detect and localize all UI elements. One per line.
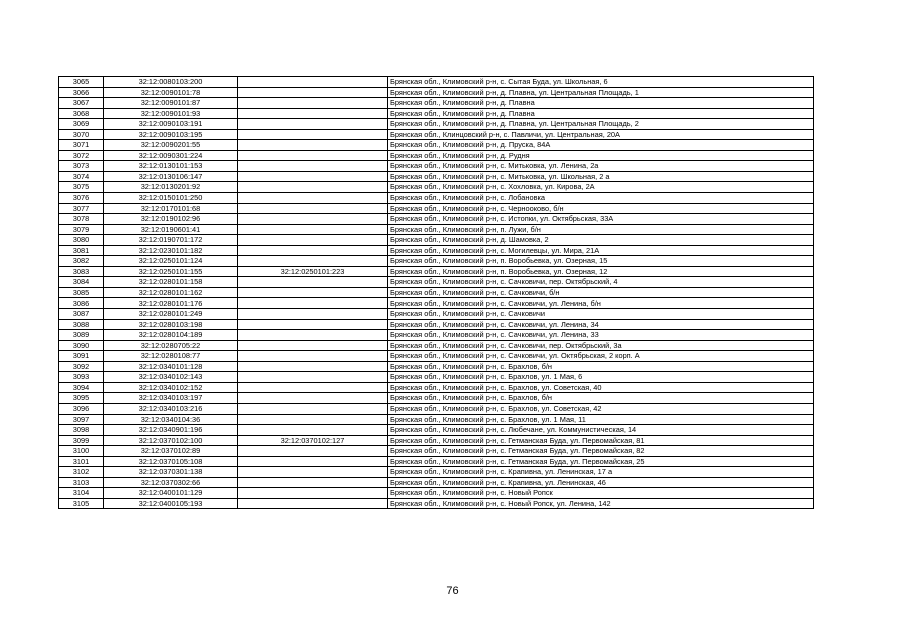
- address-cell: Брянская обл., Климовский р-н, с. Митьковка, ул. Ленина, 2а: [388, 161, 814, 172]
- table-row: [59, 287, 814, 298]
- related-cadastral-number-cell: [238, 161, 388, 172]
- cadastral-number-cell: 32:12:0340101:128: [104, 361, 238, 372]
- cadastral-number-cell: 32:12:0090101:78: [104, 87, 238, 98]
- cadastral-number-cell: 32:12:0090103:191: [104, 119, 238, 130]
- related-cadastral-number-cell: [238, 171, 388, 182]
- cadastral-number-cell: 32:12:0150101:250: [104, 193, 238, 204]
- cadastral-number-cell: 32:12:0280101:162: [104, 287, 238, 298]
- address-cell: Брянская обл., Климовский р-н, с. Сачковичи, пер. Октябрьский, 4: [388, 277, 814, 288]
- table-row: [59, 488, 814, 499]
- table-row: [59, 87, 814, 98]
- row-number-cell: 3103: [59, 477, 104, 488]
- address-cell: Брянская обл., Климовский р-н, с. Новый Ропск, ул. Ленина, 142: [388, 498, 814, 509]
- related-cadastral-number-cell: [238, 140, 388, 151]
- page-number: 76: [446, 585, 459, 597]
- table-row: [59, 435, 814, 446]
- address-cell: Брянская обл., Климовский р-н, п. Воробьевка, ул. Озерная, 15: [388, 256, 814, 267]
- cadastral-number-cell: 32:12:0340102:143: [104, 372, 238, 383]
- cadastral-number-cell: 32:12:0400105:193: [104, 498, 238, 509]
- address-cell: Брянская обл., Климовский р-н, с. Брахлов, б/н: [388, 393, 814, 404]
- table-row: [59, 372, 814, 383]
- cadastral-number-cell: 32:12:0370301:138: [104, 467, 238, 478]
- cadastral-number-cell: 32:12:0190102:96: [104, 214, 238, 225]
- address-cell: Брянская обл., Климовский р-н, с. Брахлов, ул. 1 Мая, 11: [388, 414, 814, 425]
- related-cadastral-number-cell: [238, 330, 388, 341]
- row-number-cell: 3076: [59, 193, 104, 204]
- table-row: [59, 382, 814, 393]
- cadastral-number-cell: 32:12:0280103:198: [104, 319, 238, 330]
- property-registry-table: [58, 76, 814, 509]
- related-cadastral-number-cell: [238, 319, 388, 330]
- related-cadastral-number-cell: [238, 150, 388, 161]
- table-row: [59, 446, 814, 457]
- cadastral-number-cell: 32:12:0090201:55: [104, 140, 238, 151]
- address-cell: Брянская обл., Климовский р-н, с. Сачковичи, пер. Октябрьский, 3а: [388, 340, 814, 351]
- related-cadastral-number-cell: [238, 467, 388, 478]
- address-cell: Брянская обл., Климовский р-н, с. Лобановка: [388, 193, 814, 204]
- address-cell: Брянская обл., Климовский р-н, с. Сачковичи, ул. Ленина, б/н: [388, 298, 814, 309]
- table-row: [59, 77, 814, 88]
- related-cadastral-number-cell: [238, 245, 388, 256]
- row-number-cell: 3099: [59, 435, 104, 446]
- table-row: [59, 140, 814, 151]
- row-number-cell: 3072: [59, 150, 104, 161]
- row-number-cell: 3070: [59, 129, 104, 140]
- row-number-cell: 3086: [59, 298, 104, 309]
- address-cell: Брянская обл., Климовский р-н, с. Истопки, ул. Октябрьская, 33А: [388, 214, 814, 225]
- related-cadastral-number-cell: [238, 425, 388, 436]
- related-cadastral-number-cell: [238, 498, 388, 509]
- row-number-cell: 3095: [59, 393, 104, 404]
- row-number-cell: 3074: [59, 171, 104, 182]
- related-cadastral-number-cell: [238, 108, 388, 119]
- related-cadastral-number-cell: [238, 403, 388, 414]
- related-cadastral-number-cell: [238, 488, 388, 499]
- table-row: [59, 414, 814, 425]
- address-cell: Брянская обл., Климовский р-н, с. Митьковка, ул. Школьная, 2 а: [388, 171, 814, 182]
- related-cadastral-number-cell: [238, 98, 388, 109]
- row-number-cell: 3097: [59, 414, 104, 425]
- related-cadastral-number-cell: [238, 77, 388, 88]
- row-number-cell: 3088: [59, 319, 104, 330]
- address-cell: Брянская обл., Климовский р-н, с. Сачковичи, ул. Ленина, 34: [388, 319, 814, 330]
- cadastral-number-cell: 32:12:0280108:77: [104, 351, 238, 362]
- row-number-cell: 3066: [59, 87, 104, 98]
- address-cell: Брянская обл., Климовский р-н, д. Рудня: [388, 150, 814, 161]
- row-number-cell: 3080: [59, 235, 104, 246]
- address-cell: Брянская обл., Климовский р-н, с. Брахлов, ул. 1 Мая, 6: [388, 372, 814, 383]
- cadastral-number-cell: 32:12:0090301:224: [104, 150, 238, 161]
- related-cadastral-number-cell: [238, 309, 388, 320]
- related-cadastral-number-cell: [238, 214, 388, 225]
- row-number-cell: 3073: [59, 161, 104, 172]
- row-number-cell: 3105: [59, 498, 104, 509]
- table-row: [59, 119, 814, 130]
- row-number-cell: 3071: [59, 140, 104, 151]
- cadastral-number-cell: 32:12:0340102:152: [104, 382, 238, 393]
- address-cell: Брянская обл., Клинцовский р-н, с. Павличи, ул. Центральная, 20А: [388, 129, 814, 140]
- cadastral-number-cell: 32:12:0090101:87: [104, 98, 238, 109]
- table-row: [59, 203, 814, 214]
- row-number-cell: 3065: [59, 77, 104, 88]
- address-cell: Брянская обл., Климовский р-н, д. Плавна: [388, 98, 814, 109]
- cadastral-number-cell: 32:12:0280705:22: [104, 340, 238, 351]
- cadastral-number-cell: 32:12:0340103:197: [104, 393, 238, 404]
- row-number-cell: 3077: [59, 203, 104, 214]
- related-cadastral-number-cell: [238, 298, 388, 309]
- row-number-cell: 3100: [59, 446, 104, 457]
- related-cadastral-number-cell: [238, 446, 388, 457]
- table-row: [59, 266, 814, 277]
- row-number-cell: 3068: [59, 108, 104, 119]
- cadastral-number-cell: 32:12:0090101:93: [104, 108, 238, 119]
- cadastral-number-cell: 32:12:0080103:200: [104, 77, 238, 88]
- row-number-cell: 3098: [59, 425, 104, 436]
- address-cell: Брянская обл., Климовский р-н, с. Брахлов, б/н: [388, 361, 814, 372]
- related-cadastral-number-cell: 32:12:0250101:223: [238, 266, 388, 277]
- address-cell: Брянская обл., Климовский р-н, с. Любечане, ул. Коммунистическая, 14: [388, 425, 814, 436]
- row-number-cell: 3075: [59, 182, 104, 193]
- cadastral-number-cell: 32:12:0250101:124: [104, 256, 238, 267]
- row-number-cell: 3081: [59, 245, 104, 256]
- address-cell: Брянская обл., Климовский р-н, с. Сачковичи: [388, 309, 814, 320]
- row-number-cell: 3084: [59, 277, 104, 288]
- cadastral-number-cell: 32:12:0190701:172: [104, 235, 238, 246]
- table-row: [59, 245, 814, 256]
- related-cadastral-number-cell: [238, 235, 388, 246]
- table-row: [59, 214, 814, 225]
- cadastral-number-cell: 32:12:0230101:182: [104, 245, 238, 256]
- cadastral-number-cell: 32:12:0400101:129: [104, 488, 238, 499]
- row-number-cell: 3104: [59, 488, 104, 499]
- related-cadastral-number-cell: [238, 393, 388, 404]
- address-cell: Брянская обл., Климовский р-н, с. Гетманская Буда, ул. Первомайская, 25: [388, 456, 814, 467]
- related-cadastral-number-cell: [238, 193, 388, 204]
- cadastral-number-cell: 32:12:0280104:189: [104, 330, 238, 341]
- table-row: [59, 477, 814, 488]
- address-cell: Брянская обл., Климовский р-н, с. Сачковичи, ул. Октябрьская, 2 корп. А: [388, 351, 814, 362]
- address-cell: Брянская обл., Климовский р-н, с. Брахлов, ул. Советская, 42: [388, 403, 814, 414]
- table-row: [59, 256, 814, 267]
- row-number-cell: 3078: [59, 214, 104, 225]
- row-number-cell: 3092: [59, 361, 104, 372]
- row-number-cell: 3087: [59, 309, 104, 320]
- cadastral-number-cell: 32:12:0340901:196: [104, 425, 238, 436]
- address-cell: Брянская обл., Климовский р-н, с. Новый Ропск: [388, 488, 814, 499]
- table-row: [59, 98, 814, 109]
- table-row: [59, 182, 814, 193]
- table-row: [59, 235, 814, 246]
- address-cell: Брянская обл., Климовский р-н, с. Гетманская Буда, ул. Первомайская, 81: [388, 435, 814, 446]
- table-row: [59, 319, 814, 330]
- address-cell: Брянская обл., Климовский р-н, д. Плавна, ул. Центральная Площадь, 2: [388, 119, 814, 130]
- cadastral-number-cell: 32:12:0370102:100: [104, 435, 238, 446]
- cadastral-number-cell: 32:12:0340103:216: [104, 403, 238, 414]
- row-number-cell: 3102: [59, 467, 104, 478]
- table-row: [59, 498, 814, 509]
- address-cell: Брянская обл., Климовский р-н, с. Крапивна, ул. Ленинская, 46: [388, 477, 814, 488]
- address-cell: Брянская обл., Климовский р-н, с. Гетманская Буда, ул. Первомайская, 82: [388, 446, 814, 457]
- related-cadastral-number-cell: [238, 277, 388, 288]
- address-cell: Брянская обл., Климовский р-н, с. Могилевцы, ул. Мира, 21А: [388, 245, 814, 256]
- row-number-cell: 3101: [59, 456, 104, 467]
- table-row: [59, 224, 814, 235]
- row-number-cell: 3089: [59, 330, 104, 341]
- related-cadastral-number-cell: [238, 456, 388, 467]
- table-row: [59, 361, 814, 372]
- related-cadastral-number-cell: [238, 477, 388, 488]
- row-number-cell: 3069: [59, 119, 104, 130]
- address-cell: Брянская обл., Климовский р-н, п. Лужи, б/н: [388, 224, 814, 235]
- cadastral-number-cell: 32:12:0280101:176: [104, 298, 238, 309]
- related-cadastral-number-cell: [238, 129, 388, 140]
- row-number-cell: 3082: [59, 256, 104, 267]
- address-cell: Брянская обл., Климовский р-н, д. Плавна: [388, 108, 814, 119]
- related-cadastral-number-cell: [238, 224, 388, 235]
- related-cadastral-number-cell: [238, 414, 388, 425]
- address-cell: Брянская обл., Климовский р-н, с. Сытая Буда, ул. Школьная, 6: [388, 77, 814, 88]
- cadastral-number-cell: 32:12:0190601:41: [104, 224, 238, 235]
- row-number-cell: 3085: [59, 287, 104, 298]
- row-number-cell: 3083: [59, 266, 104, 277]
- row-number-cell: 3093: [59, 372, 104, 383]
- table-row: [59, 309, 814, 320]
- row-number-cell: 3067: [59, 98, 104, 109]
- address-cell: Брянская обл., Климовский р-н, п. Воробьевка, ул. Озерная, 12: [388, 266, 814, 277]
- address-cell: Брянская обл., Климовский р-н, с. Хохловка, ул. Кирова, 2А: [388, 182, 814, 193]
- table-row: [59, 298, 814, 309]
- related-cadastral-number-cell: [238, 287, 388, 298]
- cadastral-number-cell: 32:12:0130101:153: [104, 161, 238, 172]
- address-cell: Брянская обл., Климовский р-н, с. Сачковичи, б/н: [388, 287, 814, 298]
- related-cadastral-number-cell: [238, 119, 388, 130]
- row-number-cell: 3079: [59, 224, 104, 235]
- address-cell: Брянская обл., Климовский р-н, с. Крапивна, ул. Ленинская, 17 а: [388, 467, 814, 478]
- related-cadastral-number-cell: [238, 372, 388, 383]
- related-cadastral-number-cell: [238, 182, 388, 193]
- cadastral-number-cell: 32:12:0370105:108: [104, 456, 238, 467]
- cadastral-number-cell: 32:12:0280101:249: [104, 309, 238, 320]
- table-row: [59, 425, 814, 436]
- address-cell: Брянская обл., Климовский р-н, с. Сачковичи, ул. Ленина, 33: [388, 330, 814, 341]
- cadastral-number-cell: 32:12:0130201:92: [104, 182, 238, 193]
- related-cadastral-number-cell: [238, 361, 388, 372]
- row-number-cell: 3096: [59, 403, 104, 414]
- table-row: [59, 150, 814, 161]
- address-cell: Брянская обл., Климовский р-н, с. Чернооково, б/н: [388, 203, 814, 214]
- cadastral-number-cell: 32:12:0370302:66: [104, 477, 238, 488]
- related-cadastral-number-cell: [238, 351, 388, 362]
- table-row: [59, 129, 814, 140]
- address-cell: Брянская обл., Климовский р-н, д. Пруска, 84А: [388, 140, 814, 151]
- related-cadastral-number-cell: 32:12:0370102:127: [238, 435, 388, 446]
- cadastral-number-cell: 32:12:0090103:195: [104, 129, 238, 140]
- table-row: [59, 393, 814, 404]
- table-row: [59, 108, 814, 119]
- cadastral-number-cell: 32:12:0170101:68: [104, 203, 238, 214]
- table-row: [59, 351, 814, 362]
- table-row: [59, 171, 814, 182]
- table-row: [59, 277, 814, 288]
- row-number-cell: 3090: [59, 340, 104, 351]
- table-row: [59, 193, 814, 204]
- table-row: [59, 161, 814, 172]
- related-cadastral-number-cell: [238, 382, 388, 393]
- related-cadastral-number-cell: [238, 340, 388, 351]
- table-row: [59, 330, 814, 341]
- table-row: [59, 403, 814, 414]
- row-number-cell: 3091: [59, 351, 104, 362]
- related-cadastral-number-cell: [238, 87, 388, 98]
- registry-table-body: [59, 77, 814, 509]
- address-cell: Брянская обл., Климовский р-н, с. Брахлов, ул. Советская, 40: [388, 382, 814, 393]
- table-row: [59, 340, 814, 351]
- table-row: [59, 456, 814, 467]
- related-cadastral-number-cell: [238, 203, 388, 214]
- cadastral-number-cell: 32:12:0280101:158: [104, 277, 238, 288]
- cadastral-number-cell: 32:12:0370102:89: [104, 446, 238, 457]
- cadastral-number-cell: 32:12:0130106:147: [104, 171, 238, 182]
- table-row: [59, 467, 814, 478]
- address-cell: Брянская обл., Климовский р-н, д. Шамовка, 2: [388, 235, 814, 246]
- cadastral-number-cell: 32:12:0340104:36: [104, 414, 238, 425]
- related-cadastral-number-cell: [238, 256, 388, 267]
- row-number-cell: 3094: [59, 382, 104, 393]
- address-cell: Брянская обл., Климовский р-н, д. Плавна, ул. Центральная Площадь, 1: [388, 87, 814, 98]
- cadastral-number-cell: 32:12:0250101:155: [104, 266, 238, 277]
